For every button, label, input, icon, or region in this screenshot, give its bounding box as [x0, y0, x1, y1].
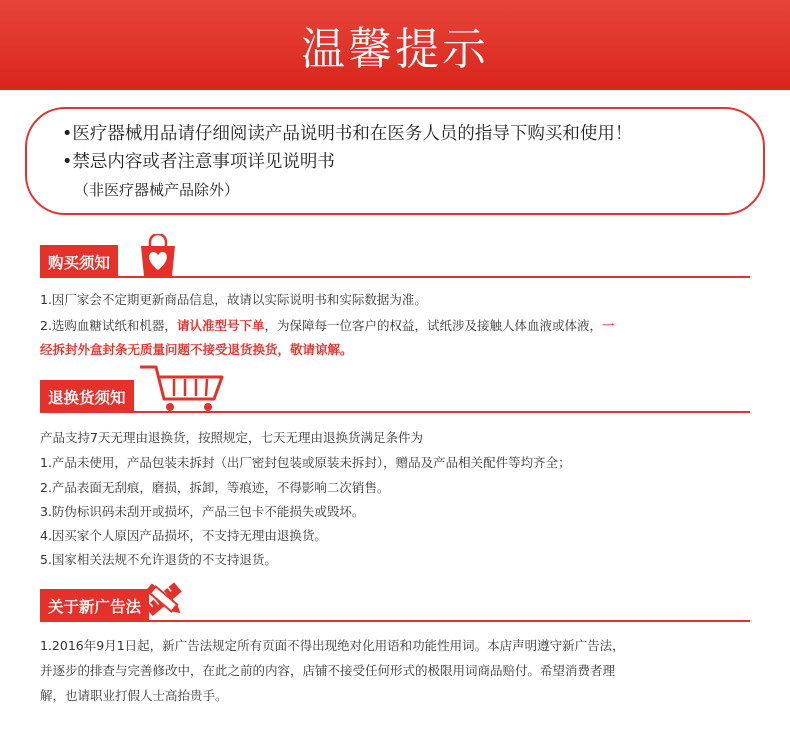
- purchase-item-2-highlight: 请认准型号下单: [176, 318, 265, 333]
- returns-item-5: 5.国家相关法规不允许退货的不支持退货。: [40, 552, 277, 567]
- pencil-ruler-icon: [140, 578, 188, 622]
- page-title: 温馨提示: [301, 24, 489, 75]
- shopping-bag-heart-icon: [138, 234, 178, 278]
- notice-box: [25, 107, 765, 215]
- section-divider: [40, 620, 750, 622]
- purchase-section-header: [40, 228, 750, 278]
- purchase-item-2-line-2: 经拆封外盒封条无质量问题不接受退货换货，敬请谅解。: [40, 342, 353, 357]
- ad-law-line-1: 1.2016年9月1日起，新广告法规定所有页面不得出现绝对化用语和功能性用词。本店声明遵守新广告法，: [40, 638, 625, 653]
- returns-item-1: 1.产品未使用，产品包装未拆封（出厂密封包装或原装未拆封），赠品及产品相关配件等均齐全；: [40, 455, 571, 470]
- returns-section-title: 退换货须知: [40, 380, 134, 413]
- purchase-item-1: 1.因厂家会不定期更新商品信息，故请以实际说明书和实际数据为准。: [40, 292, 427, 307]
- returns-item-3: 3.防伪标识码未刮开或损坏，产品三包卡不能损失或毁坏。: [40, 504, 365, 519]
- purchase-item-2-highlight-2: 一: [601, 318, 615, 333]
- ad-law-section-title: 关于新广告法: [40, 589, 149, 622]
- ad-law-section-header: [40, 572, 750, 622]
- purchase-item-2: [40, 316, 614, 334]
- returns-item-4: 4.因买家个人原因产品损坏，不支持无理由退换货。: [40, 528, 327, 543]
- notice-line-3: （非医疗器械产品除外）: [74, 181, 240, 199]
- header-banner: [0, 0, 790, 90]
- section-divider: [40, 276, 750, 278]
- returns-section-header: [40, 363, 750, 413]
- ad-law-line-3: 解，也请职业打假人士高抬贵手。: [40, 688, 228, 703]
- returns-item-2: 2.产品表面无刮痕，磨损，拆卸，等痕迹，不得影响二次销售。: [40, 480, 390, 495]
- notice-line-1: •医疗器械用品请仔细阅读产品说明书和在医务人员的指导下购买和使用！: [62, 124, 633, 144]
- ad-law-line-2: 并逐步的排查与完善修改中，在此之前的内容，店铺不接受任何形式的极限用词商品赔付。希望消费者理: [40, 663, 616, 678]
- section-divider: [40, 411, 750, 413]
- notice-line-2: •禁忌内容或者注意事项详见说明书: [62, 152, 335, 172]
- purchase-item-2-suffix: ，为保障每一位客户的权益，试纸涉及接触人体血液或体液，: [264, 318, 602, 333]
- purchase-section-title: 购买须知: [40, 245, 118, 278]
- shopping-cart-icon: [138, 363, 230, 413]
- purchase-item-2-prefix: 2.选购血糖试纸和机器，: [40, 318, 177, 333]
- returns-intro: 产品支持7天无理由退换货，按照规定，七天无理由退换货满足条件为: [40, 430, 423, 445]
